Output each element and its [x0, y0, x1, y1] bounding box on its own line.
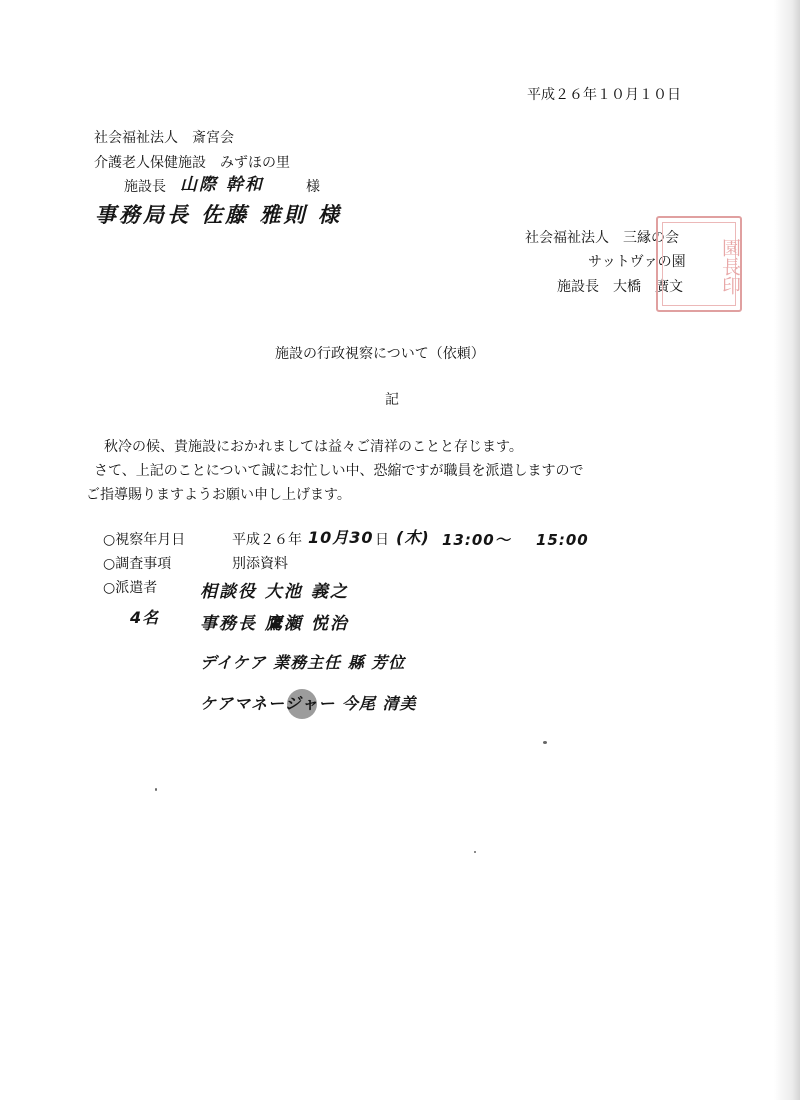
sender-director: 施設長 大橋 廣文	[557, 279, 683, 295]
scan-speck	[474, 851, 476, 853]
visit-date-label: ○視察年月日	[103, 532, 186, 548]
recipient-facility: 介護老人保健施設 みずほの里	[94, 155, 290, 171]
scan-speck	[155, 788, 157, 791]
staff-member: デイケア 業務主任 縣 芳位	[200, 653, 406, 672]
body-line-3: ご指導賜りますようお願い申し上げます。	[86, 487, 351, 503]
recipient-honorific: 様	[306, 179, 320, 195]
visit-date-day: 日	[375, 532, 389, 548]
subject-value: 別添資料	[232, 556, 288, 572]
subject-label: ○調査事項	[103, 556, 172, 572]
visit-time-start: 13:00〜	[442, 531, 511, 549]
sender-org: 社会福祉法人 三縁の会	[525, 230, 679, 246]
recipient-director-name: 山際 幹和	[180, 175, 264, 195]
recipient-director-title: 施設長	[124, 179, 166, 195]
scan-speck	[543, 741, 547, 744]
visit-time-end: 15:00	[536, 531, 589, 549]
handwritten-addressee: 事務局長 佐藤 雅則 様	[95, 203, 342, 227]
recipient-org: 社会福祉法人 斎宮会	[94, 130, 234, 146]
body-line-2: さて、上記のことについて誠にお忙しい中、恐縮ですが職員を派遣しますので	[94, 463, 584, 479]
staff-count: 4名	[130, 608, 160, 627]
document-date: 平成２６年１０月１０日	[527, 87, 681, 103]
stamp-text: 園長印	[719, 237, 741, 295]
staff-member: 相談役 大池 義之	[200, 582, 349, 602]
staff-member: ケアマネージャー 今尾 清美	[200, 694, 417, 713]
staff-member: 事務長 鷹瀬 悦治	[200, 614, 349, 634]
ki-marker: 記	[385, 392, 399, 408]
body-line-1: 秋冷の候、貴施設におかれましては益々ご清祥のことと存じます。	[104, 439, 523, 455]
sender-facility: サットヴァの園	[588, 254, 686, 270]
official-seal-stamp	[656, 216, 742, 312]
visit-date-prefix: 平成２６年	[232, 532, 302, 548]
visit-weekday: (木)	[396, 528, 430, 547]
visit-date-handwritten: 10月30	[308, 528, 374, 547]
staff-label: ○派遣者	[103, 580, 158, 596]
page-edge-shadow	[774, 0, 800, 1100]
document-title: 施設の行政視察について（依頼）	[275, 346, 485, 362]
